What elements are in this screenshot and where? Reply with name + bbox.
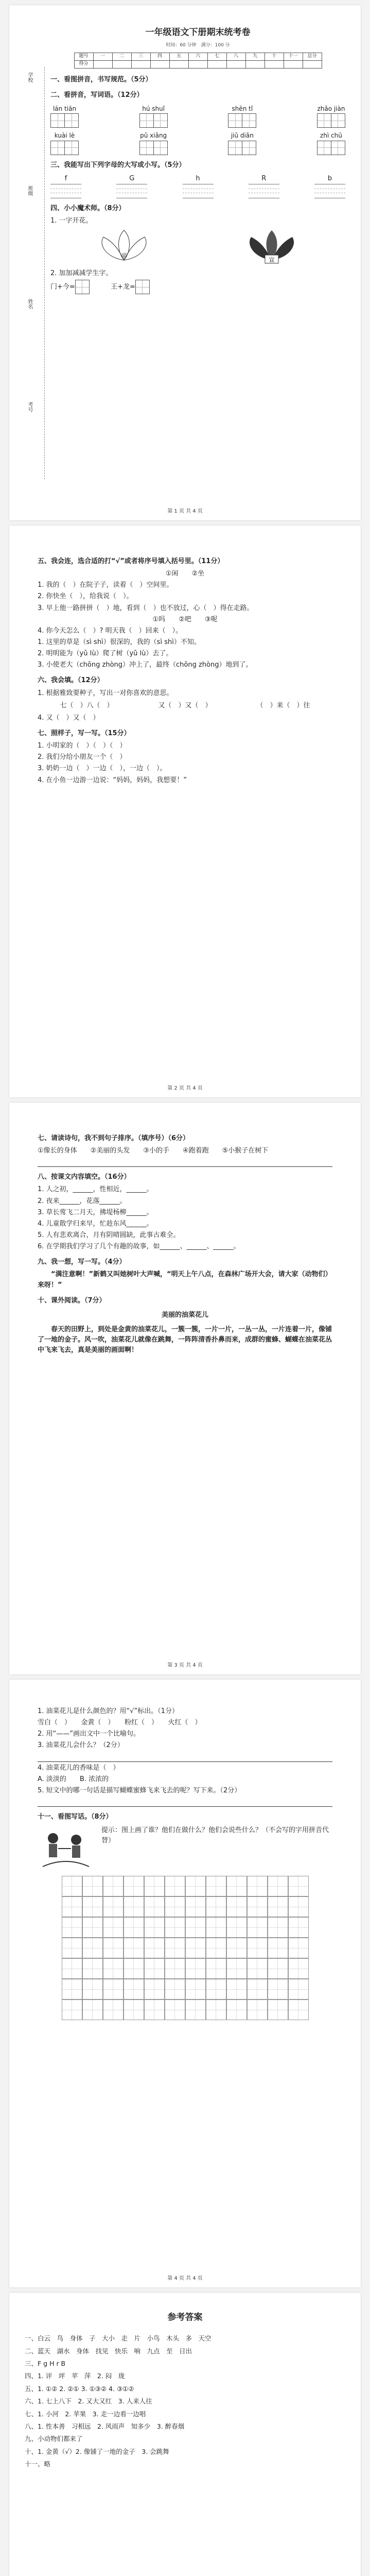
page-number: 第 4 页 共 4 页 <box>167 2276 203 2281</box>
question-line: 5. 短文中的哪一句话是描写蝴蝶蜜蜂飞来飞去的呢？写下来。（2分） <box>38 1786 241 1794</box>
writing-grid-cell[interactable] <box>144 1979 165 1999</box>
writing-grid-cell[interactable] <box>268 1896 288 1917</box>
writing-grid-cell[interactable] <box>144 1896 165 1917</box>
picture-prompt-row <box>38 1825 332 1872</box>
score-cell[interactable] <box>112 61 131 69</box>
score-cell[interactable] <box>226 61 245 69</box>
writing-grid-cell[interactable] <box>185 1979 206 1999</box>
write-box[interactable] <box>75 280 90 294</box>
question-line: 1. 我的（ ）在院子子，读着（ ）空间里。 <box>38 581 173 589</box>
writing-grid-cell[interactable] <box>247 1896 268 1917</box>
writing-grid-cell[interactable] <box>165 1979 185 1999</box>
write-box[interactable] <box>228 141 242 155</box>
question-line: 4. 你今天怎么（ ）? 明天我（ ）回来（ ）。 <box>38 626 183 635</box>
writing-grid-cell[interactable] <box>82 1917 103 1938</box>
score-header-cell: 六 <box>188 53 207 61</box>
answer-line: 二、蓝天 湖水 身体 找见 快乐 响 九点 至 日出 <box>25 2347 192 2355</box>
section-2-heading: 二、看拼音，写词语。（12分） <box>50 91 144 99</box>
answer-line: 四、1. 评 坪 苹 萍 2. 闷 珑 <box>25 2372 125 2380</box>
writing-grid-cell[interactable] <box>185 1999 206 2020</box>
lotus-center-char: 宣 <box>269 257 275 264</box>
page-number: 第 1 页 共 4 页 <box>167 509 203 514</box>
write-box[interactable] <box>50 141 65 155</box>
writing-grid-cell[interactable] <box>206 1938 226 1958</box>
write-box[interactable] <box>139 113 154 128</box>
question-line: 3. 小使老大（chōng zhòng）冲上了，最终（chōng zhòng）地到了。 <box>38 661 253 669</box>
lotus-diagram-left <box>96 229 152 265</box>
writing-grid-cell[interactable] <box>62 1917 82 1938</box>
writing-grid-cell[interactable] <box>82 1979 103 1999</box>
answer-key-page <box>9 2293 361 2576</box>
question-line: 2. 用“——”画出文中一个比喻句。 <box>38 1730 140 1738</box>
side-label: 考号 <box>27 402 32 412</box>
writing-grid-cell[interactable] <box>268 1999 288 2020</box>
writing-grid-cell[interactable] <box>82 1999 103 2020</box>
writing-grid-cell[interactable] <box>226 1999 247 2020</box>
score-header-cell: 四 <box>150 53 169 61</box>
answer-key-title: 参考答案 <box>167 2312 203 2323</box>
side-label: 学校 <box>27 72 32 82</box>
pinyin-item: hú shuǐ <box>139 104 168 128</box>
fill-row: 七（ ）八（ ） 又（ ）又（ ） （ ）来（ ）往 <box>60 701 310 709</box>
score-header-cell: 三 <box>131 53 150 61</box>
writing-grid-cell[interactable] <box>124 1999 144 2020</box>
pinyin-item: lán tiān <box>50 104 79 128</box>
writing-grid-cell[interactable] <box>103 1999 124 2020</box>
answer-line: 十、1. 金黄（√）2. 像铺了一地的金子 3. 会跳舞 <box>25 2447 169 2455</box>
section-3-heading: 三、我能写出下列字母的大写或小写。（5分） <box>50 161 186 169</box>
writing-grid-cell[interactable] <box>103 1958 124 1979</box>
writing-grid-cell[interactable] <box>185 1896 206 1917</box>
page-number: 第 3 页 共 4 页 <box>167 1663 203 1668</box>
reading-title: 美丽的油菜花儿 <box>161 1311 208 1319</box>
pinyin-item: zhǎo jiàn <box>317 104 345 128</box>
letter-item: b <box>314 174 345 198</box>
lotus-row <box>50 229 345 265</box>
writing-grid-cell[interactable] <box>288 1979 309 1999</box>
writing-grid-cell[interactable] <box>288 1876 309 1896</box>
answer-line: 三、F g H r B <box>25 2360 66 2368</box>
question-line: 1. 人之初，______，性相近，______。 <box>38 1185 153 1194</box>
writing-grid-cell[interactable] <box>165 1896 185 1917</box>
question-line: 6. 在学期我们学习了几个有趣的故事，如______、______、______。 <box>38 1243 240 1251</box>
score-cell[interactable] <box>245 61 265 69</box>
write-box[interactable] <box>228 113 242 128</box>
score-row-label: 得分 <box>74 61 93 69</box>
writing-grid-cell[interactable] <box>247 1917 268 1938</box>
writing-grid-cell[interactable] <box>288 1917 309 1938</box>
score-header-cell: 题号 <box>74 53 93 61</box>
pinyin-item: zhì chū <box>317 131 345 155</box>
writing-grid-cell[interactable] <box>62 1876 82 1896</box>
writing-grid-cell[interactable] <box>226 1917 247 1938</box>
write-box[interactable] <box>135 280 150 294</box>
writing-grid-cell[interactable] <box>124 1917 144 1938</box>
question-line: 1. 小明家的（ ）（ ）（ ） <box>38 742 127 750</box>
writing-grid-cell[interactable] <box>165 1958 185 1979</box>
question-line: 3. 奶奶一边（ ）一边（ ），一边（ ）。 <box>38 765 167 773</box>
question-line: 3. 早上他一路拼拼（ ）地，看到（ ）也不放过，心（ ）得在走路。 <box>38 604 254 612</box>
writing-grid-cell[interactable] <box>288 1896 309 1917</box>
score-table <box>74 53 322 69</box>
exam-page-3 <box>9 1103 361 1674</box>
writing-grid-cell[interactable] <box>247 1938 268 1958</box>
writing-grid-cell[interactable] <box>185 1876 206 1896</box>
score-cell[interactable] <box>150 61 169 69</box>
pinyin-row-1 <box>50 104 345 128</box>
sequence-options: ①像长的身体 ②美丽的头发 ③小的手 ④跑着跑 ⑤小猴子在树下 <box>38 1147 269 1155</box>
writing-grid-cell[interactable] <box>206 1896 226 1917</box>
write-box[interactable] <box>50 113 65 128</box>
write-box[interactable] <box>154 141 168 155</box>
page-number: 第 2 页 共 4 页 <box>167 1086 203 1091</box>
score-header-cell: 总分 <box>303 53 322 61</box>
pinyin-item: kuài lè <box>50 131 79 155</box>
writing-grid-cell[interactable] <box>206 1958 226 1979</box>
writing-grid-cell[interactable] <box>226 1938 247 1958</box>
options-line: ①闲 ②坐 <box>165 570 205 578</box>
answer-line: 六、1. 七上八下 2. 又大又红 3. 人来人往 <box>25 2397 152 2405</box>
fourline-field[interactable] <box>116 184 147 198</box>
magic-1-text: 1. 一字开花。 <box>50 217 93 225</box>
writing-grid-cell[interactable] <box>62 1938 82 1958</box>
question-line: 2. 我们分给小朋友一个（ ） <box>38 753 127 761</box>
writing-grid-cell[interactable] <box>124 1938 144 1958</box>
writing-grid-cell[interactable] <box>226 1876 247 1896</box>
writing-grid-cell[interactable] <box>247 1876 268 1896</box>
score-cell[interactable] <box>207 61 226 69</box>
write-box[interactable] <box>65 141 79 155</box>
section-5-heading: 五、我会连，选合适的打“√”或者将序号填入括号里。（11分） <box>38 557 224 565</box>
writing-grid-cell[interactable] <box>62 1999 82 2020</box>
answer-line: 十一、略 <box>25 2460 51 2468</box>
pinyin-item: shēn tǐ <box>228 104 256 128</box>
question-line: 2. 你快坐（ ），给我说（ ）。 <box>38 592 133 601</box>
writing-grid-cell[interactable] <box>124 1896 144 1917</box>
answer-line: 八、1. 性本善 习相远 2. 风雨声 知多少 3. 醉春烟 <box>25 2422 185 2430</box>
question-line: 2. 夜来______，花落______。 <box>38 1197 127 1205</box>
question-line: 4. 油菜花儿的香味是（ ） <box>38 1764 120 1772</box>
score-header-cell: 八 <box>226 53 245 61</box>
writing-grid-cell[interactable] <box>206 1979 226 1999</box>
score-header-cell: 十一 <box>284 53 303 61</box>
writing-grid-cell[interactable] <box>268 1958 288 1979</box>
writing-grid-cell[interactable] <box>288 1938 309 1958</box>
exam-page-1 <box>9 5 361 520</box>
question-line: 4. 在小鱼一边游一边说：“妈妈，妈妈，我想要！” <box>38 776 187 784</box>
score-header-cell: 七 <box>207 53 226 61</box>
options-line: ①吗 ②吧 ③呢 <box>152 615 218 623</box>
section-8-heading: 七、请读诗句，我不到句子排序。（填序号）（6分） <box>38 1134 190 1142</box>
exam-title: 一年级语文下册期末统考卷 <box>145 27 251 38</box>
writing-grid-cell[interactable] <box>165 1999 185 2020</box>
writing-grid-cell[interactable] <box>165 1876 185 1896</box>
writing-grid-cell[interactable] <box>82 1958 103 1979</box>
score-cell[interactable] <box>188 61 207 69</box>
writing-grid-cell[interactable] <box>62 1896 82 1917</box>
answer-line[interactable] <box>38 1157 332 1167</box>
question-line: 3. 草长莺飞二月天，拂堤杨柳______。 <box>38 1208 153 1216</box>
writing-grid-cell[interactable] <box>268 1917 288 1938</box>
pinyin-item: pǔ xiǎng <box>139 131 168 155</box>
answer-line: 七、1. 小河 2. 苹果 3. 走一边看一边唱 <box>25 2410 146 2418</box>
magic-2-text: 2. 加加减减学生字。 <box>50 269 113 278</box>
writing-grid-cell[interactable] <box>268 1938 288 1958</box>
writing-grid-cell[interactable] <box>144 1958 165 1979</box>
question-line: 3. 油菜花儿会什么？（2分） <box>38 1741 124 1750</box>
writing-grid-cell[interactable] <box>226 1958 247 1979</box>
question-line: 4. 儿童散学归来早，忙趁东风______。 <box>38 1219 153 1228</box>
fourline-field[interactable] <box>249 184 279 198</box>
answer-line: 五、1. ①② 2. ②① 3. ①③② 4. ③①② <box>25 2384 134 2393</box>
letter-item: G <box>116 174 147 198</box>
writing-grid-cell[interactable] <box>82 1896 103 1917</box>
score-header-cell: 十 <box>265 53 284 61</box>
writing-grid-cell[interactable] <box>124 1958 144 1979</box>
binding-margin <box>24 67 45 479</box>
writing-grid-cell[interactable] <box>185 1938 206 1958</box>
score-cell[interactable] <box>265 61 284 69</box>
write-box[interactable] <box>317 113 331 128</box>
section-12-heading: 十一、看图写话。（8分） <box>38 1812 113 1821</box>
write-box[interactable] <box>331 141 345 155</box>
write-box[interactable] <box>242 113 256 128</box>
section-4-heading: 四、小小魔术师。（8分） <box>50 205 126 213</box>
writing-grid-cell[interactable] <box>165 1938 185 1958</box>
exam-info: 时间：60 分钟 满分：100 分 <box>166 43 230 48</box>
writing-grid-cell[interactable] <box>226 1979 247 1999</box>
writing-grid-cell[interactable] <box>103 1938 124 1958</box>
exam-page-4 <box>9 1680 361 2287</box>
fourline-field[interactable] <box>183 184 214 198</box>
side-label: 姓名 <box>27 299 32 309</box>
letters-row <box>50 174 345 198</box>
writing-grid-cell[interactable] <box>144 1938 165 1958</box>
writing-grid-cell[interactable] <box>103 1917 124 1938</box>
options-line: 雪白（ ） 金黄（ ） 粉红（ ） 火红（ ） <box>38 1719 202 1727</box>
question-line: 1. 这里的草是（sì shì）很深的，我的（sì shì）不知。 <box>38 638 201 646</box>
writing-grid <box>62 1876 309 2020</box>
options-line: A. 淡淡的 B. 浓浓的 <box>38 1775 109 1783</box>
write-box[interactable] <box>331 113 345 128</box>
writing-grid-cell[interactable] <box>268 1876 288 1896</box>
score-cell[interactable] <box>284 61 303 69</box>
score-header-cell: 一 <box>93 53 112 61</box>
writing-grid-cell[interactable] <box>124 1979 144 1999</box>
question-line: 1. 根据雅致要种子，写出一对你喜欢的意思。 <box>38 689 173 697</box>
write-box[interactable] <box>65 113 79 128</box>
writing-grid-cell[interactable] <box>82 1938 103 1958</box>
reading-paragraph: 春天的田野上，到处是金黄的油菜花儿，一簇一簇，一片一片，一丛一丛，一片连着一片，像铺了一地的金子。风一吹，油菜花儿就像在跳舞，一阵阵清香扑鼻而来，成群的蜜蜂、蝴蝶在油菜花丛中飞来飞去，真是美丽的画面啊！ <box>38 1325 332 1354</box>
section-6-heading: 六、我会填。（12分） <box>38 676 104 685</box>
section-7-heading: 七、照样子，写一写。（15分） <box>38 729 131 737</box>
kids-playing-illustration <box>38 1825 94 1872</box>
section-1-heading: 一、看图拼音，书写规范。（5分） <box>50 76 152 84</box>
writing-grid-cell[interactable] <box>247 1979 268 1999</box>
write-box[interactable] <box>242 141 256 155</box>
letter-item: f <box>50 174 81 198</box>
question-line: 4. 又（ ）又（ ） <box>38 714 100 722</box>
pinyin-row-2 <box>50 131 345 155</box>
lotus-center-char: 平 <box>121 252 128 260</box>
writing-grid-cell[interactable] <box>62 1958 82 1979</box>
question-line: 2. 明明能为（yǔ lù）爬了树（yǔ lù）去了。 <box>38 650 173 658</box>
answer-line[interactable] <box>38 1797 332 1807</box>
writing-prompt: 提示：图上画了谁？他们在做什么？他们会说些什么？（不会写的字用拼音代替） <box>101 1826 329 1845</box>
write-box[interactable] <box>317 141 331 155</box>
writing-grid-cell[interactable] <box>165 1917 185 1938</box>
writing-grid-cell[interactable] <box>268 1979 288 1999</box>
fourline-field[interactable] <box>314 184 345 198</box>
writing-grid-cell[interactable] <box>103 1896 124 1917</box>
writing-grid-cell[interactable] <box>247 1958 268 1979</box>
writing-grid-cell[interactable] <box>103 1979 124 1999</box>
section-9-heading: 八、按课文内容填空。（16分） <box>38 1173 131 1181</box>
answer-line: 九、小动物们都来了 <box>25 2435 83 2443</box>
writing-grid-cell[interactable] <box>144 1876 165 1896</box>
pinyin-item: jiǔ diǎn <box>228 131 256 155</box>
section-10-heading: 九、我一想，写一写。（4分） <box>38 1258 126 1266</box>
score-cell[interactable] <box>93 61 112 69</box>
side-label: 班级 <box>27 185 32 196</box>
writing-grid-cell[interactable] <box>206 1917 226 1938</box>
writing-grid-cell[interactable] <box>144 1999 165 2020</box>
magic-2-equations: 门+今= 王+龙= <box>50 280 345 294</box>
writing-grid-cell[interactable] <box>288 1999 309 2020</box>
quote-paragraph: “满注意啊！”新鹤又叫她树叶大声喊，“明天上午八点，在森林广场开大会，请大家（动物们）来呀！” <box>38 1270 332 1289</box>
score-header-cell: 二 <box>112 53 131 61</box>
writing-grid-cell[interactable] <box>185 1958 206 1979</box>
writing-grid-cell[interactable] <box>103 1876 124 1896</box>
answer-line: 一、白云 鸟 身体 子 大小 走 片 小鸟 木头 多 天空 <box>25 2334 212 2343</box>
letter-item: R <box>249 174 279 198</box>
writing-grid-cell[interactable] <box>247 1999 268 2020</box>
writing-grid-cell[interactable] <box>185 1917 206 1938</box>
score-header-cell: 九 <box>245 53 265 61</box>
question-line: 1. 油菜花儿是什么颜色的？用“√”标出。（1分） <box>38 1707 179 1715</box>
writing-grid-cell[interactable] <box>144 1917 165 1938</box>
write-box[interactable] <box>139 141 154 155</box>
score-header-cell: 五 <box>169 53 188 61</box>
section-11-heading: 十、课外阅读。（7分） <box>38 1296 106 1304</box>
writing-grid-cell[interactable] <box>62 1979 82 1999</box>
score-cell[interactable] <box>169 61 188 69</box>
question-line: 5. 人有悲欢离合，月有阴晴圆缺，此事古难全。 <box>38 1231 180 1239</box>
exam-page-2 <box>9 526 361 1097</box>
writing-grid-cell[interactable] <box>226 1896 247 1917</box>
score-cell[interactable] <box>303 61 322 69</box>
answer-line[interactable] <box>38 1752 332 1762</box>
writing-grid-cell[interactable] <box>206 1999 226 2020</box>
writing-grid-cell[interactable] <box>288 1958 309 1979</box>
fourline-field[interactable] <box>50 184 81 198</box>
letter-item: h <box>183 174 214 198</box>
score-cell[interactable] <box>131 61 150 69</box>
writing-grid-cell[interactable] <box>82 1876 103 1896</box>
writing-grid-cell[interactable] <box>206 1876 226 1896</box>
write-box[interactable] <box>154 113 168 128</box>
lotus-diagram-right <box>243 229 300 265</box>
writing-grid-cell[interactable] <box>124 1876 144 1896</box>
